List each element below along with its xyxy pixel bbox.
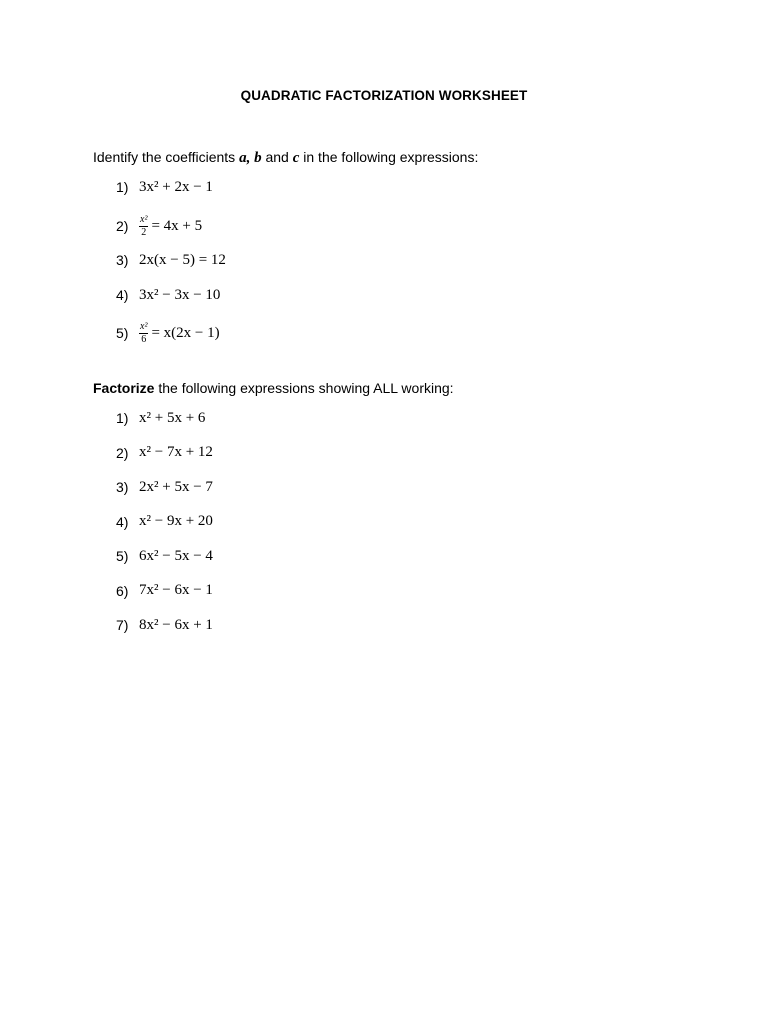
section-2-instructions (93, 380, 454, 396)
expression: = x(2x − 1) (151, 324, 220, 341)
list-item (116, 615, 213, 635)
instructions-suffix: in the following expressions: (299, 149, 479, 165)
item-number: 6) (116, 582, 129, 599)
list-item (116, 319, 226, 347)
list-item (116, 581, 213, 601)
expression: 2x(x − 5) = 12 (139, 251, 226, 268)
expression: 8x² − 6x + 1 (139, 616, 213, 633)
item-number: 3) (116, 479, 129, 495)
fraction (139, 322, 148, 345)
item-number: 7) (116, 617, 129, 633)
worksheet-title: QUADRATIC FACTORIZATION WORKSHEET (240, 88, 528, 103)
expression: 3x² + 2x − 1 (139, 178, 213, 195)
expression: 3x² − 3x − 10 (139, 286, 221, 303)
expression: = 4x + 5 (151, 217, 203, 234)
coefficient-a: a (239, 150, 247, 166)
and-text: and (261, 149, 293, 165)
item-number: 4) (116, 287, 129, 303)
list-item (116, 477, 213, 497)
item-number: 1) (116, 179, 129, 195)
list-item (116, 212, 226, 240)
item-number: 1) (116, 410, 129, 426)
comma-separator: , (246, 150, 255, 166)
coefficient-b: b (254, 150, 262, 166)
item-number: 2) (116, 444, 129, 461)
list-item (116, 250, 226, 270)
item-number: 5) (116, 548, 129, 564)
list-item (116, 177, 226, 197)
fraction-denominator: 2 (141, 226, 147, 238)
section-1-instructions (93, 149, 478, 167)
item-number: 4) (116, 513, 129, 530)
factorize-word: Factorize (93, 380, 155, 396)
item-number: 2) (116, 218, 129, 234)
fraction-denominator: 6 (141, 333, 147, 345)
expression: x² − 7x + 12 (139, 444, 213, 460)
list-item (116, 443, 213, 463)
factorize-list (116, 408, 213, 635)
instructions-rest: the following expressions showing ALL working: (154, 380, 454, 396)
coefficient-c: c (292, 150, 300, 166)
item-number: 3) (116, 252, 129, 268)
item-number: 5) (116, 325, 129, 341)
fraction-numerator: x² (140, 320, 148, 332)
identify-list (116, 177, 226, 347)
list-item (116, 512, 213, 532)
expression: 2x² + 5x − 7 (139, 478, 213, 495)
expression: x² + 5x + 6 (139, 409, 206, 426)
expression: 6x² − 5x − 4 (139, 547, 213, 564)
list-item (116, 408, 213, 428)
fraction (139, 215, 148, 238)
list-item (116, 285, 226, 305)
expression: 7x² − 6x − 1 (139, 582, 213, 598)
instructions-prefix: Identify the coefficients (93, 149, 240, 165)
fraction-numerator: x² (140, 213, 148, 225)
expression: x² − 9x + 20 (139, 513, 213, 529)
list-item (116, 546, 213, 566)
